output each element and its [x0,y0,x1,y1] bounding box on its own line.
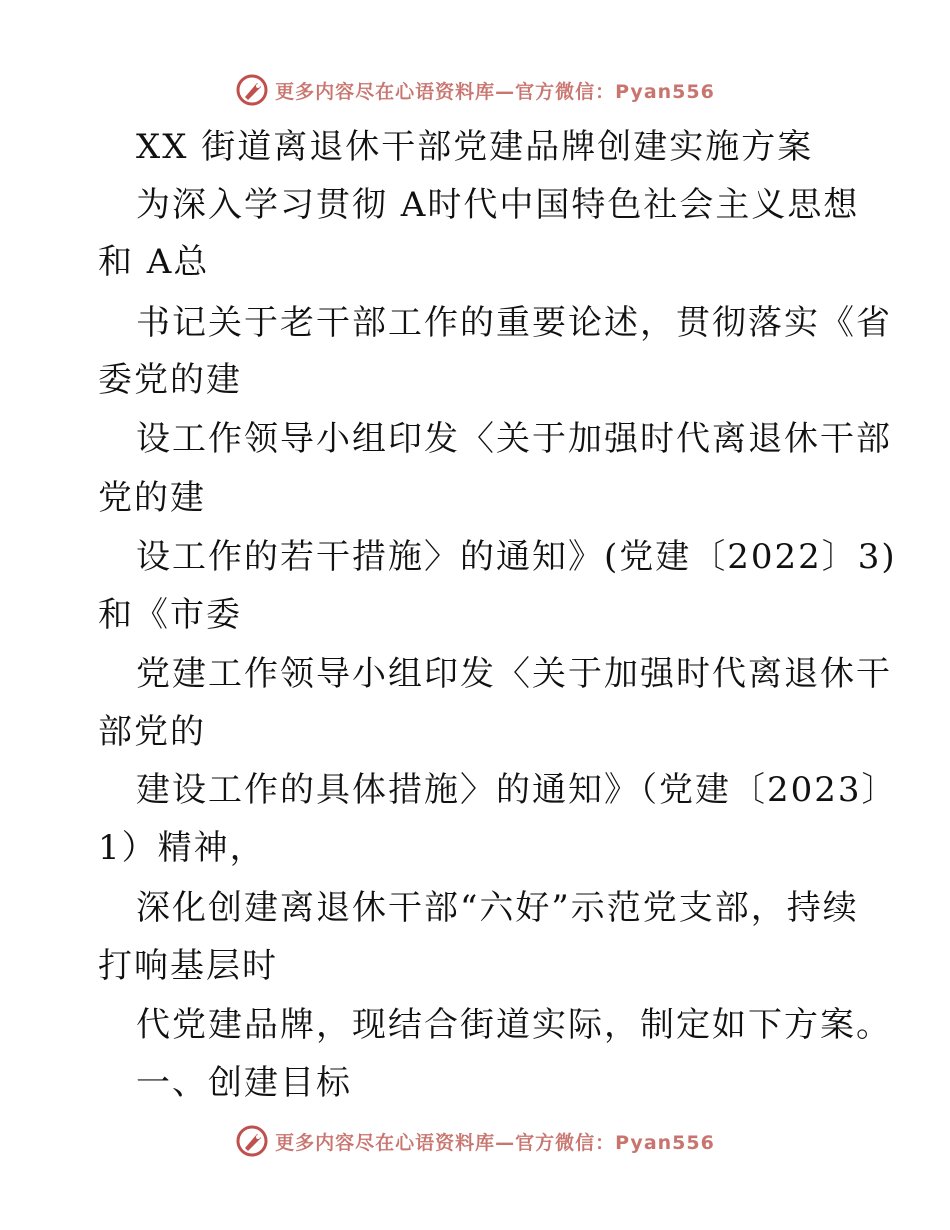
section-heading: 一、创建目标 [136,1063,352,1103]
paragraph-line: 深化创建离退休干部“六好”示范党支部，持续 [136,888,859,928]
paragraph-line: 建设工作的具体措施〉的通知》（党建〔2023〕 [136,770,898,810]
paragraph-line: 和《市委 [98,595,242,635]
paragraph-line: 党的建 [98,478,206,518]
paragraph-line: 书记关于老干部工作的重要论述，贯彻落实《省 [136,303,892,343]
paragraph-line: 部党的 [98,712,206,752]
watermark-text: 更多内容尽在心语资料库—官方微信：Pyan556 [275,1131,715,1154]
watermark-text: 更多内容尽在心语资料库—官方微信：Pyan556 [275,80,715,103]
paragraph-line: 1）精神， [98,828,266,868]
document-title: XX 街道离退休干部党建品牌创建实施方案 [136,127,814,167]
paragraph-line: 代党建品牌，现结合街道实际，制定如下方案。 [136,1005,892,1045]
paragraph-line: 设工作的若干措施〉的通知》(党建〔2022〕3) [136,537,897,577]
paragraph-line: 打响基层时 [98,946,278,986]
paragraph-line: 委党的建 [98,360,242,400]
paragraph-line: 设工作领导小组印发〈关于加强时代离退休干部 [136,419,892,459]
paragraph-line: 为深入学习贯彻 A时代中国特色社会主义思想 [136,185,860,225]
pen-nib-circle-icon [235,1124,269,1158]
paragraph-line: 党建工作领导小组印发〈关于加强时代离退休干 [136,654,892,694]
watermark-footer [0,1121,950,1161]
paragraph-line: 和 A总 [98,242,210,282]
